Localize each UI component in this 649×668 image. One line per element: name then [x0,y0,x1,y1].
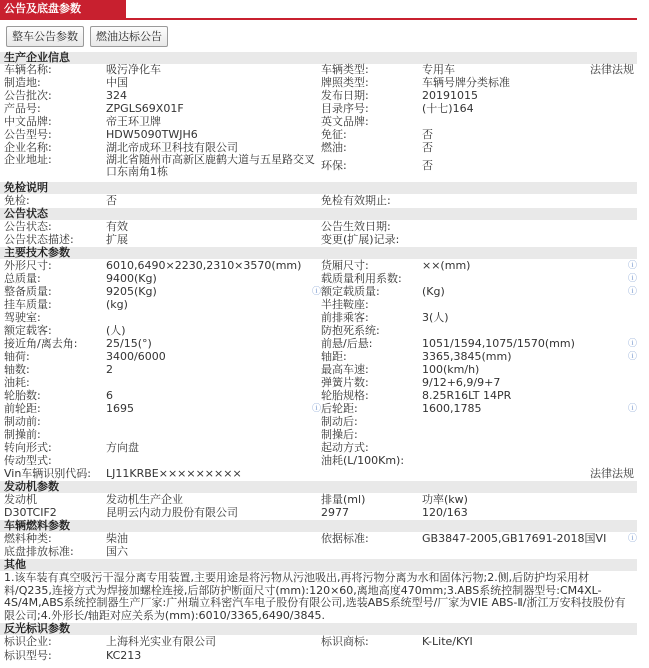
table-row [0,455,637,467]
table-row [0,416,637,428]
field-label: 额定载客: [4,324,52,337]
field-label: 防抱死系统: [321,324,380,337]
field-label: 排量(ml) [321,493,366,506]
section-header-exemption: 免检说明 [0,182,637,194]
page-title: 公告及底盘参数 [0,0,126,18]
field-label: 环保: [321,159,347,172]
field-label: 免检: [4,194,30,207]
section-header-reflect: 反光标识参数 [0,623,637,635]
field-value: HDW5090TWJH6 [106,128,198,141]
field-value: 否 [422,141,433,154]
field-label: 标识商标: [321,635,369,648]
field-label: 公告生效日期: [321,220,391,233]
field-label: 公告状态: [4,220,52,233]
field-label: 企业地址: [4,153,52,166]
field-label: 前排乘客: [321,311,369,324]
field-value: 上海科光实业有限公司 [106,635,216,648]
field-value: 国六 [106,545,128,558]
table-row [0,403,637,415]
field-label: 制操后: [321,428,358,441]
field-value: (人) [106,324,126,337]
info-icon[interactable]: ⓘ [312,287,322,297]
field-label: 公告状态描述: [4,233,74,246]
table-row [0,129,637,141]
table-row [0,507,637,519]
field-value: 120/163 [422,506,468,519]
field-label: 最高车速: [321,363,369,376]
field-label: 制动前: [4,415,41,428]
field-value: 20191015 [422,89,478,102]
field-value: 否 [422,128,433,141]
info-icon[interactable]: ⓘ [628,274,638,284]
title-bar [0,0,637,20]
field-value: 功率(kw) [422,493,468,506]
table-row [0,390,637,402]
field-label: 公告批次: [4,89,52,102]
field-label: 前轮距: [4,402,41,415]
info-icon[interactable]: ⓘ [312,404,322,414]
table-row [0,273,637,285]
field-label: 轮胎规格: [321,389,369,402]
field-label: 挂车质量: [4,298,52,311]
field-label: 标识企业: [4,635,52,648]
field-value: 9400(Kg) [106,272,157,285]
field-label: 轴数: [4,363,30,376]
field-label: 制造地: [4,76,41,89]
field-value: 25/15(°) [106,337,152,350]
field-value: 发动机生产企业 [106,493,183,506]
info-icon[interactable]: ⓘ [628,339,638,349]
field-value: (十七)164 [422,102,474,115]
section-header-fuel: 车辆燃料参数 [0,520,637,532]
field-label: 底盘排放标准: [4,545,74,558]
field-label: 接近角/离去角: [4,337,78,350]
field-value: ××(mm) [422,259,471,272]
table-row [0,77,637,89]
table-row [0,260,637,272]
field-label: 依据标准: [321,532,369,545]
field-value: 湖北帝成环卫科技有限公司 [106,141,238,154]
table-row [0,234,637,246]
field-value: 方向盘 [106,441,139,454]
field-value: 昆明云内动力股份有限公司 [106,506,238,519]
field-label: 免征: [321,128,347,141]
field-value: 专用车 [422,63,455,76]
field-label: 制操前: [4,428,41,441]
field-value: 3400/6000 [106,350,166,363]
field-value: K-Lite/KYI [422,635,473,648]
info-icon[interactable]: ⓘ [628,261,638,271]
table-row [0,116,637,128]
field-label: 产品号: [4,102,41,115]
field-label: D30TCIF2 [4,506,57,519]
table-row [0,90,637,102]
field-value: 中国 [106,76,128,89]
field-label: 免检有效期止: [321,194,391,207]
field-label: 轮胎数: [4,389,41,402]
field-label: 轴荷: [4,350,30,363]
table-row [0,103,637,115]
field-label: 油耗(L/100Km): [321,454,405,467]
field-label: 弹簧片数: [321,376,369,389]
table-row [0,338,637,350]
field-value: 3365,3845(mm) [422,350,512,363]
table-row [0,650,637,662]
field-value: KC213 [106,649,142,662]
field-value: 1600,1785 [422,402,482,415]
field-label: 英文品牌: [321,115,369,128]
field-value: 324 [106,89,127,102]
section-header-status: 公告状态 [0,208,637,220]
field-label: 转向形式: [4,441,52,454]
field-label: 2977 [321,506,349,519]
field-label: 额定载质量: [321,285,380,298]
field-label: 车辆类型: [321,63,369,76]
info-icon[interactable]: ⓘ [628,404,638,414]
field-label: 货厢尺寸: [321,259,369,272]
field-value: 2 [106,363,113,376]
field-value: LJ11KRBE××××××××× [106,467,242,480]
other-notes: 1.该车装有真空吸污干湿分离专用装置,主要用途是将污物从污池吸出,再将污物分离为水和固体污物;2.侧,后防护均采用材料/Q235,连接方式为焊接加螺栓连接,后部防护断面尺寸(mm):120×60,离地高度470mm;3.ABS系统控制器型号:CM4XL-4S/4M,ABS系统控制器生产厂家:广州瑞立科密汽车电子股份有限公司,选装ABS系统型号/厂家为VIE ABS-Ⅱ/浙江万安科技股份有限公司;4.外形长/轴距对应关系为(mm):6010/3365,6490/3845. [4,571,626,623]
field-label: 外形尺寸: [4,259,52,272]
table-row [0,351,637,363]
field-value: ZPGLS69X01F [106,102,184,115]
table-row [0,429,637,441]
table-row [0,221,637,233]
field-value: 否 [106,194,117,207]
field-label: 传动型式: [4,454,52,467]
table-row [0,442,637,454]
field-label: 半挂鞍座: [321,298,369,311]
field-value: 车辆号牌分类标准 [422,76,510,89]
legal-link[interactable]: 法律法规 [590,467,634,480]
table-row [0,468,637,480]
info-icon[interactable]: ⓘ [628,352,638,362]
tab-vehicle-announcement[interactable]: 整车公告参数 [6,26,84,47]
field-value: 8.25R16LT 14PR [422,389,512,402]
field-value: 1695 [106,402,134,415]
section-header-other: 其他 [0,559,637,571]
table-row [0,154,637,178]
table-row [0,636,637,648]
table-row [0,195,637,207]
table-row [0,364,637,376]
tab-fuel-standard[interactable]: 燃油达标公告 [90,26,168,47]
field-label: 轴距: [321,350,347,363]
field-value: 1051/1594,1075/1570(mm) [422,337,575,350]
field-label: 油耗: [4,376,30,389]
field-label: 发动机 [4,493,37,506]
section-header-tech: 主要技术参数 [0,247,637,259]
field-label: 驾驶室: [4,311,41,324]
field-label: 中文品牌: [4,115,52,128]
field-label: 起动方式: [321,441,369,454]
field-value: 否 [422,159,433,172]
table-row [0,325,637,337]
field-value: 9205(Kg) [106,285,157,298]
field-label: 载质量利用系数: [321,272,402,285]
field-value: 6 [106,389,113,402]
info-icon[interactable]: ⓘ [628,287,638,297]
field-label: 整备质量: [4,285,52,298]
legal-link[interactable]: 法律法规 [590,63,634,76]
table-row [0,546,637,558]
field-label: 目录序号: [321,102,369,115]
field-value: 吸污净化车 [106,63,161,76]
field-value: 6010,6490×2230,2310×3570(mm) [106,259,302,272]
table-row [0,312,637,324]
field-label: 后轮距: [321,402,358,415]
field-label: 标识型号: [4,649,52,662]
table-row [0,299,637,311]
field-value: GB3847-2005,GB17691-2018国VI [422,532,607,545]
field-value: 有效 [106,220,128,233]
table-row [0,64,637,76]
field-label: 发布日期: [321,89,369,102]
field-label: 总质量: [4,272,41,285]
field-value: (Kg) [422,285,445,298]
field-value: 3(人) [422,311,449,324]
table-row [0,142,637,154]
field-label: 企业名称: [4,141,52,154]
field-value: (kg) [106,298,128,311]
field-value: 帝王环卫牌 [106,115,161,128]
section-header-engine: 发动机参数 [0,481,637,493]
field-value: 扩展 [106,233,128,246]
field-label: 燃料种类: [4,532,52,545]
field-label: 牌照类型: [321,76,369,89]
info-icon[interactable]: ⓘ [628,534,638,544]
field-label: 制动后: [321,415,358,428]
table-row [0,377,637,389]
table-row [0,494,637,506]
field-value: 柴油 [106,532,128,545]
field-value: 湖北省随州市高新区鹿鹤大道与五星路交叉口东南角1栋 [106,153,315,178]
field-value: 100(km/h) [422,363,480,376]
field-label: 车辆名称: [4,63,52,76]
field-label: 公告型号: [4,128,52,141]
field-label: 前悬/后悬: [321,337,373,350]
section-header-manufacturer: 生产企业信息 [0,52,637,64]
field-label: Vin车辆识别代码: [4,467,92,480]
tab-bar [6,26,168,47]
field-value: 9/12+6,9/9+7 [422,376,501,389]
table-row [0,533,637,545]
field-label: 燃油: [321,141,347,154]
table-row [0,286,637,298]
field-label: 变更(扩展)记录: [321,233,400,246]
